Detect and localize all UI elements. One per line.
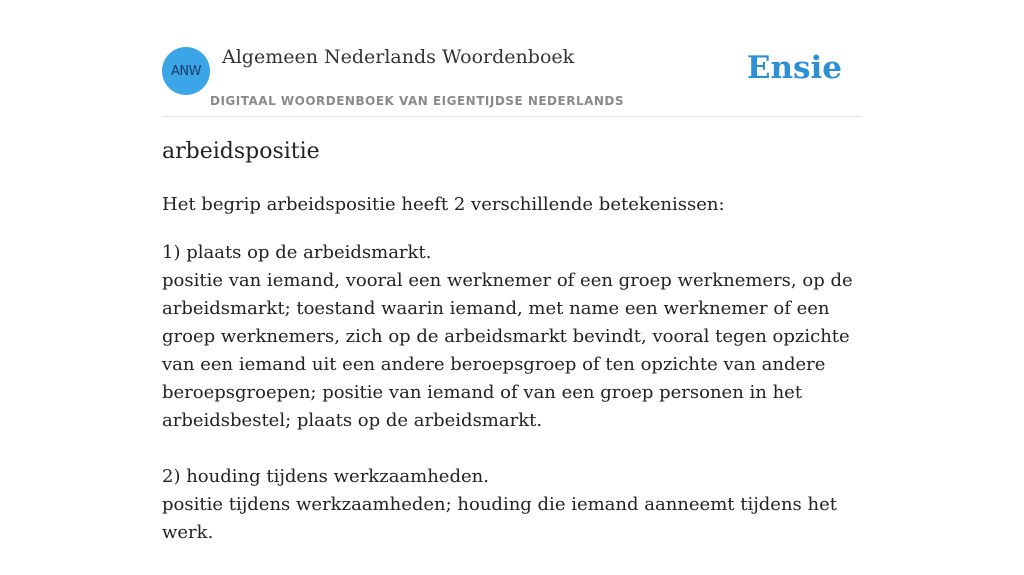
meaning-text: positie van iemand, vooral een werknemer of een groep werknemers, op de arbeidsmarkt; toestand waarin iemand, met name een werknemer of een groep werknemers, zich op de arbeidsmarkt bevindt, vooral tegen opzichte van een iemand uit een andere beroepsgroep of ten opzichte van andere beroepsgroepen; positie van iemand of van een groep personen in het arbeidsbestel; plaats op de arbeidsmarkt. <box>162 270 853 431</box>
meaning-text: positie tijdens werkzaamheden; houding die iemand aanneemt tijdens het werk. <box>162 494 837 543</box>
dictionary-title[interactable]: Algemeen Nederlands Woordenboek <box>222 46 575 68</box>
site-header <box>162 0 862 117</box>
meanings-list <box>162 239 862 575</box>
entry-title: arbeidspositie <box>162 139 320 164</box>
dictionary-subtitle: DIGITAAL WOORDENBOEK VAN EIGENTIJDSE NEDERLANDS <box>210 94 625 108</box>
meaning-heading: 1) plaats op de arbeidsmarkt. <box>162 242 432 263</box>
anw-logo[interactable] <box>162 47 210 95</box>
meaning-heading: 2) houding tijdens werkzaamheden. <box>162 466 489 487</box>
entry-intro: Het begrip arbeidspositie heeft 2 verschillende betekenissen: <box>162 194 725 215</box>
content-container <box>162 0 862 543</box>
ensie-brand-link[interactable]: Ensie <box>746 50 842 86</box>
logo-text: ANW <box>171 63 201 79</box>
meaning-item <box>162 239 862 435</box>
meaning-item <box>162 463 862 547</box>
